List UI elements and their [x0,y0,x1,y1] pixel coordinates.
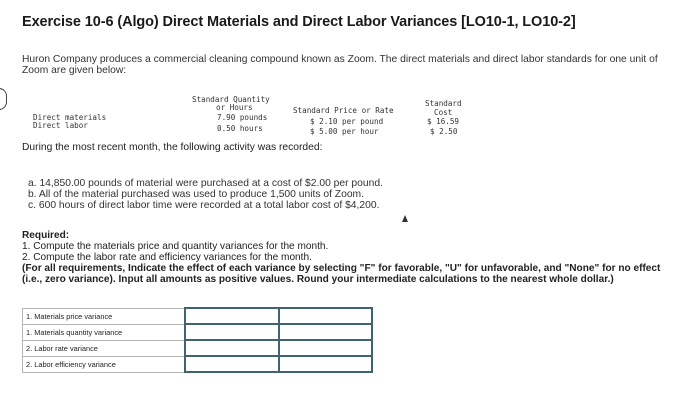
answer-row [23,308,373,324]
row-price-labor: $ 5.00 per hour [310,127,379,136]
exercise-title: Exercise 10-6 (Algo) Direct Materials and Direct Labor Variances [LO10-1, LO10-2] [22,14,576,30]
answer-row [23,356,373,372]
activity-item-a: a. 14,850.00 pounds of material were purchased at a cost of $2.00 per pound. [28,178,383,189]
header-cost-line2: Cost [434,108,453,117]
header-cost-line1: Standard [425,99,462,108]
materials-price-variance-effect-select[interactable] [279,308,372,324]
answer-row [23,340,373,356]
collapse-toggle[interactable] [0,88,7,110]
materials-price-variance-amount-input[interactable] [185,308,279,324]
row-label-labor: Direct labor [33,121,88,130]
row-price-materials: $ 2.10 per pound [310,117,384,126]
activity-item-b: b. All of the material purchased was used to produce 1,500 units of Zoom. [28,189,364,200]
answer-table [22,307,373,373]
row-quantity-materials: 7.90 pounds [217,113,268,122]
required-item-2: 2. Compute the labor rate and efficiency variances for the month. [22,252,312,263]
activity-item-c: c. 600 hours of direct labor time were recorded at a total labor cost of $4,200. [28,200,380,211]
problem-intro: Huron Company produces a commercial cleaning compound known as Zoom. The direct materials and direct labor standards for one unit of Zoom are given below: [22,54,658,76]
answer-row-label: 2. Labor rate variance [23,340,186,356]
header-price: Standard Price or Rate [293,106,394,115]
materials-quantity-variance-amount-input[interactable] [185,324,279,340]
header-quantity-line1: Standard Quantity [192,95,270,104]
answer-row-label: 2. Labor efficiency variance [23,356,186,372]
header-quantity-line2: or Hours [216,103,253,112]
required-instructions: (For all requirements, Indicate the effect of each variance by selecting "F" for favorable, "U" for unfavorable, and "None" for no effect (i.e., zero variance). Input all amounts as positive values. Round your intermediate calculations to the nearest whole dollar.) [22,263,661,285]
materials-quantity-variance-effect-select[interactable] [279,324,372,340]
required-item-1: 1. Compute the materials price and quantity variances for the month. [22,241,329,252]
required-section [22,230,662,285]
activity-intro: During the most recent month, the following activity was recorded: [22,142,323,153]
required-heading: Required: [22,230,70,241]
row-label-materials: Direct materials [33,113,107,122]
row-cost-materials: $ 16.59 [427,117,460,126]
labor-efficiency-variance-effect-select[interactable] [279,356,372,372]
row-cost-labor: $ 2.50 [430,127,458,136]
labor-rate-variance-effect-select[interactable] [279,340,372,356]
answer-row [23,324,373,340]
labor-efficiency-variance-amount-input[interactable] [185,356,279,372]
activity-list [28,178,448,211]
row-quantity-labor: 0.50 hours [217,124,263,133]
answer-row-label: 1. Materials quantity variance [23,324,186,340]
answer-row-label: 1. Materials price variance [23,308,186,324]
mouse-cursor-icon [402,215,408,222]
labor-rate-variance-amount-input[interactable] [185,340,279,356]
